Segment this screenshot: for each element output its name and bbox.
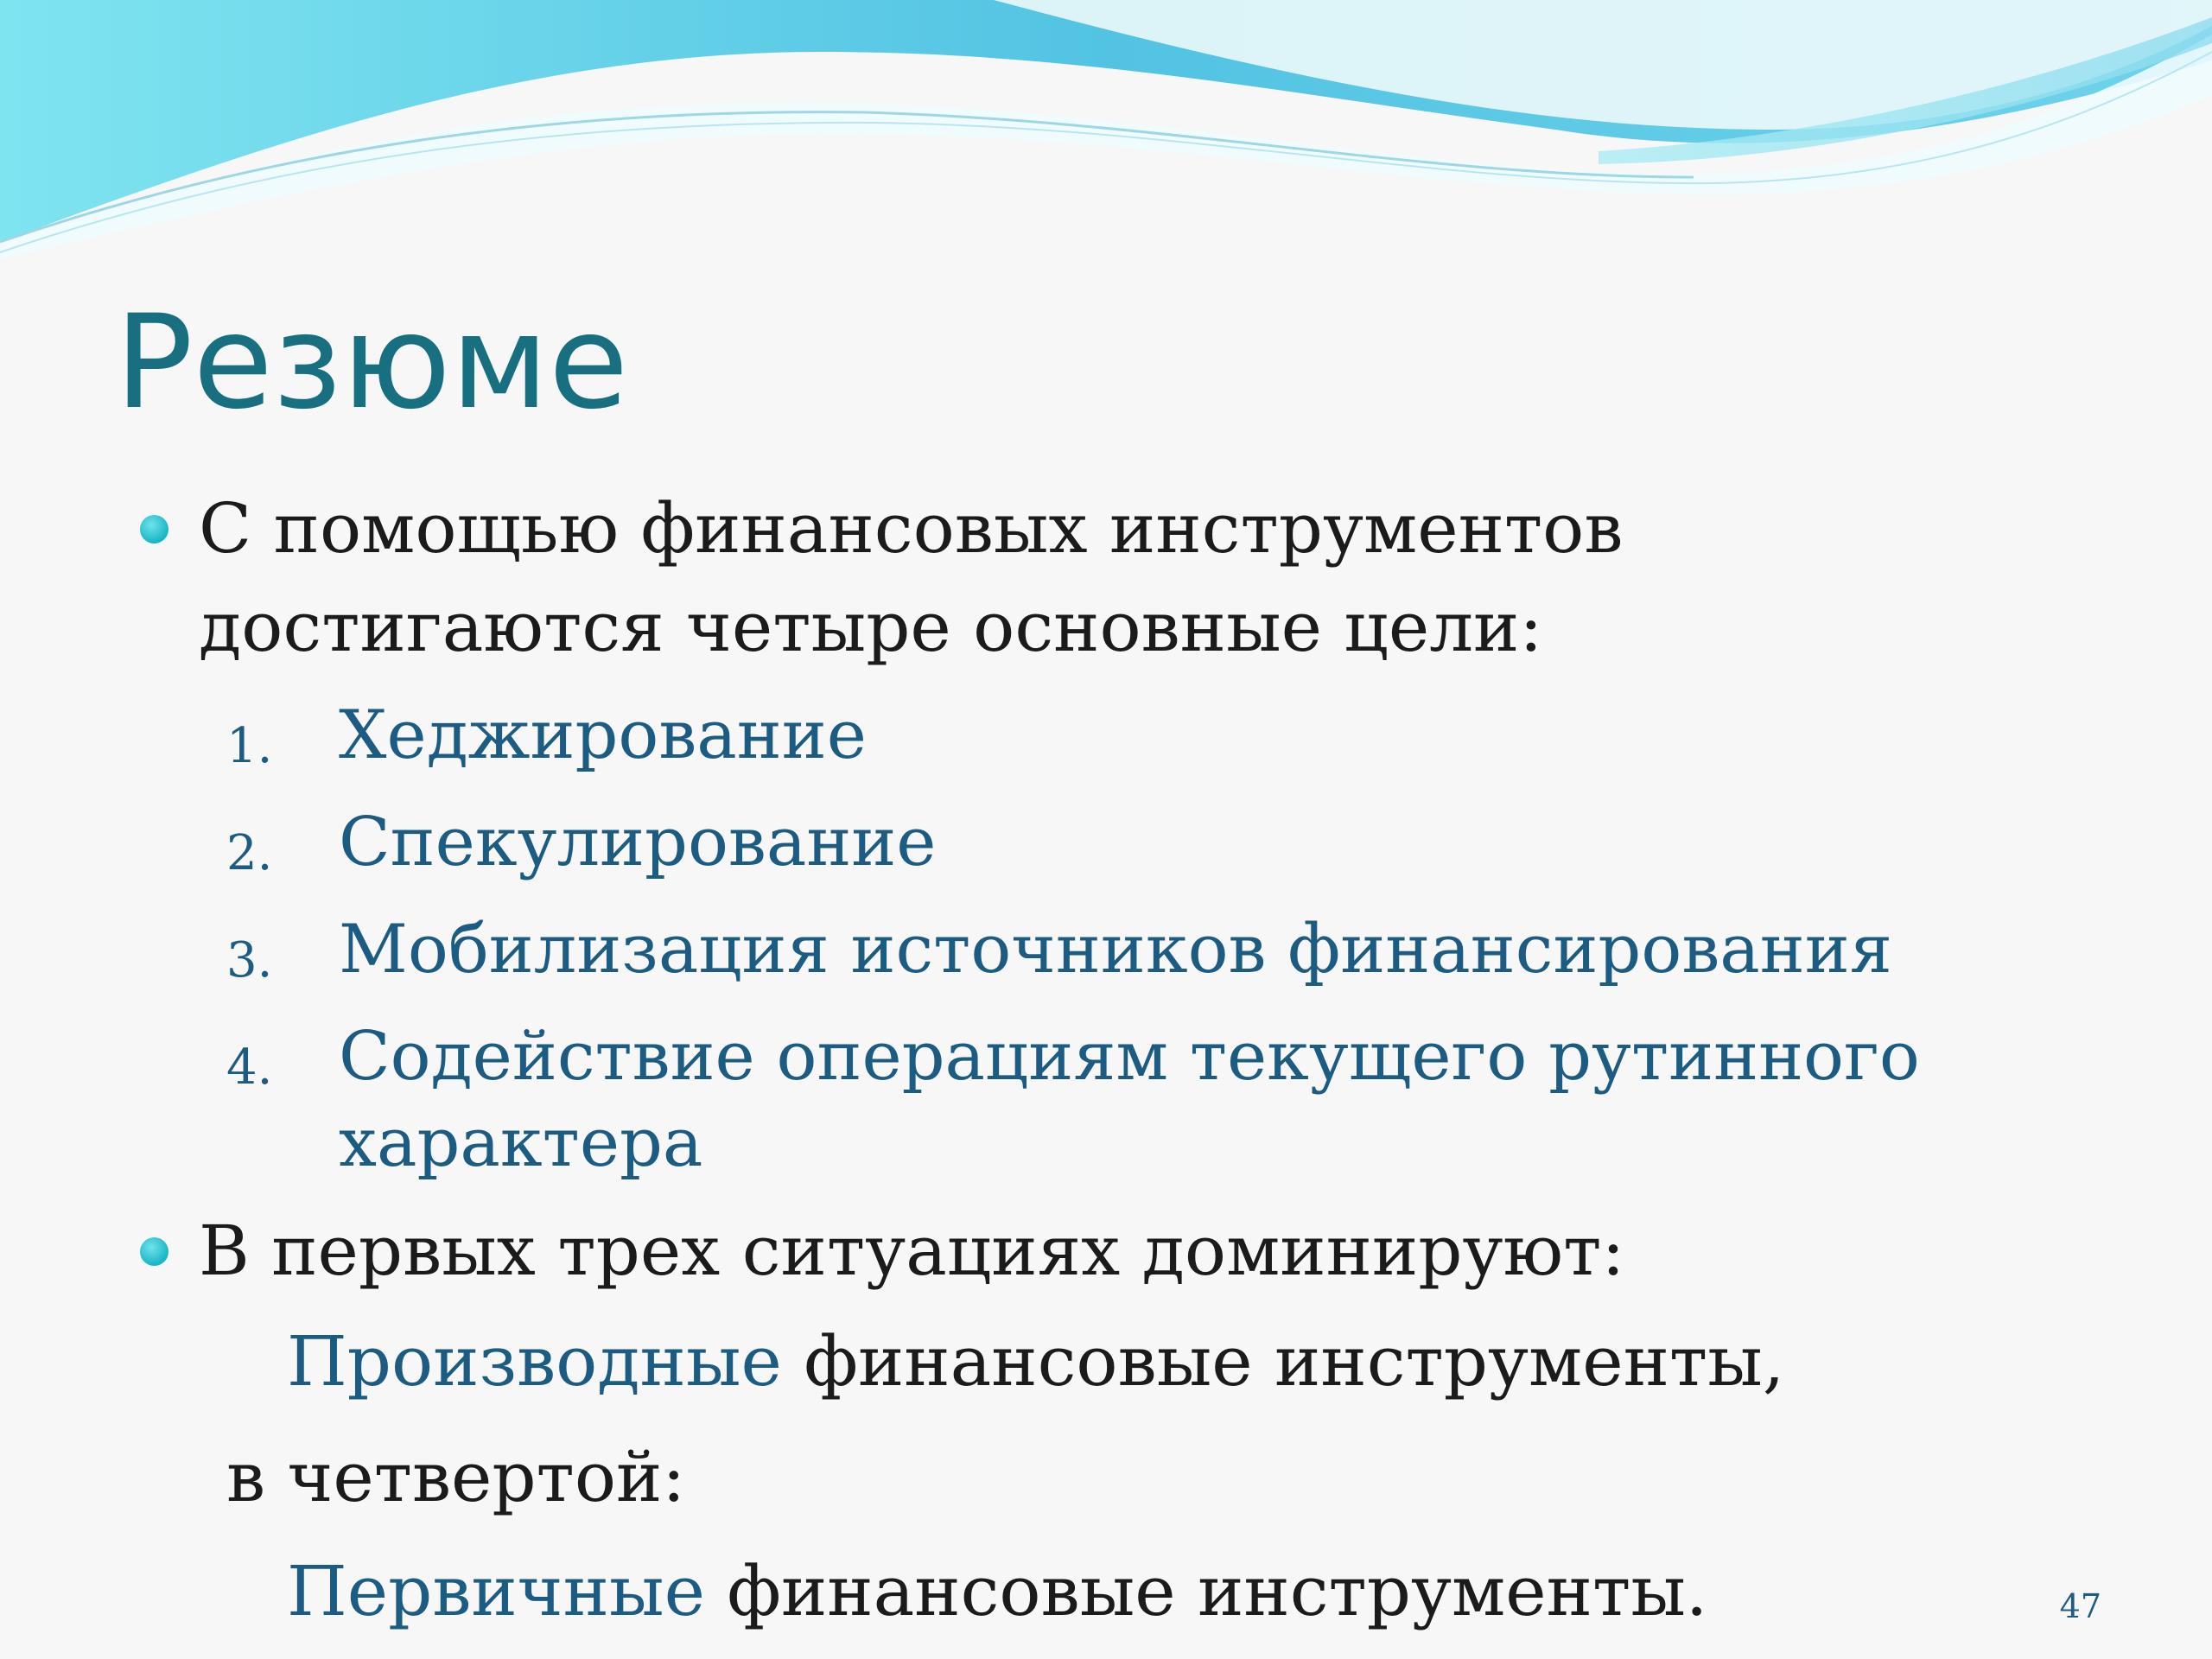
primary-accent: Первичные xyxy=(287,1551,705,1631)
bullet-2-text: В первых трех ситуациях доминируют: xyxy=(199,1211,1625,1291)
goal-3-number: 3. xyxy=(226,932,273,988)
derivatives-accent: Производные xyxy=(287,1321,782,1402)
fourth-case-line: в четвертой: xyxy=(226,1437,686,1517)
goal-1-number: 1. xyxy=(226,718,273,774)
goal-4-number: 4. xyxy=(226,1039,273,1096)
goal-2-text: Спекулирование xyxy=(339,804,937,881)
wave-header-decoration xyxy=(0,0,2212,276)
bullet-1-line-1: С помощью финансовых инструментов xyxy=(199,488,1624,569)
goal-4-text: Содействие операциям текущего рутинного xyxy=(339,1018,1920,1096)
bullet-point-icon xyxy=(140,1237,168,1266)
slide-title: Резюме xyxy=(115,288,629,438)
primary-line xyxy=(287,1551,1708,1631)
bullet-point-icon xyxy=(140,515,168,543)
derivatives-line xyxy=(287,1321,1785,1402)
goal-3-text: Мобилизация источников финансирования xyxy=(339,911,1892,988)
goal-4-text-continued: характера xyxy=(339,1104,703,1182)
page-number: 47 xyxy=(2059,1587,2101,1625)
goal-2-number: 2. xyxy=(226,825,273,881)
primary-rest: финансовые инструменты. xyxy=(704,1551,1708,1631)
goal-1-text: Хеджирование xyxy=(339,696,867,774)
bullet-1-line-2: достигаются четыре основные цели: xyxy=(199,587,1543,667)
derivatives-rest: финансовые инструменты, xyxy=(781,1321,1785,1402)
